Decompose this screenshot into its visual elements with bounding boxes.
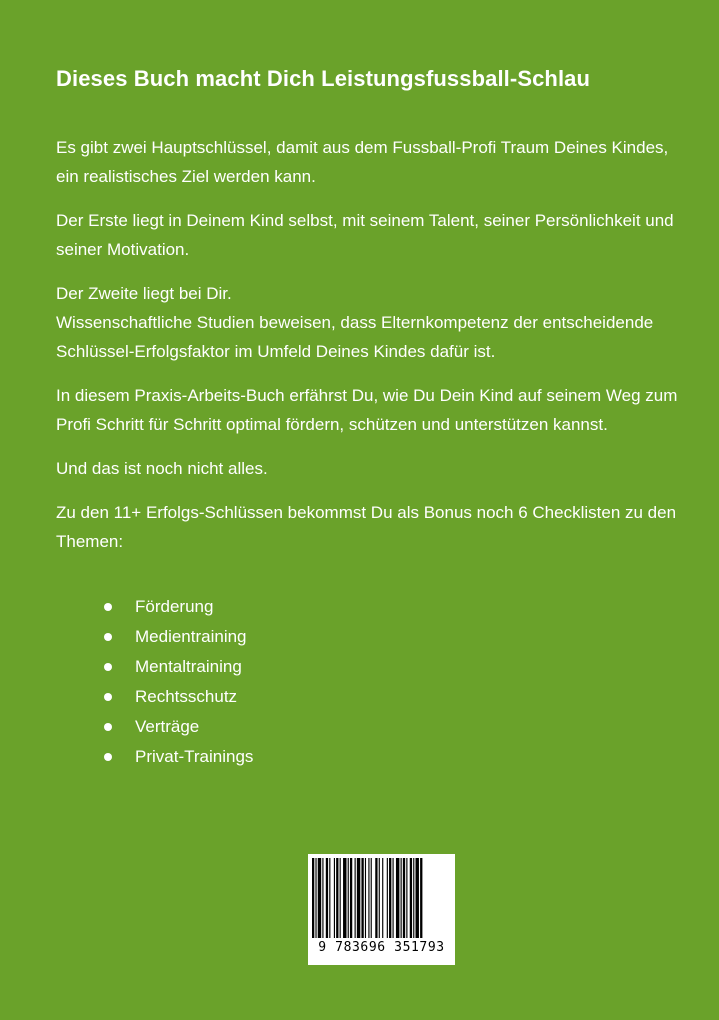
bullet-dot-icon <box>104 753 112 761</box>
list-item-label: Förderung <box>135 597 214 616</box>
list-item-label: Rechtsschutz <box>135 687 238 706</box>
bullet-dot-icon <box>104 693 112 701</box>
list-item-label: Privat-Trainings <box>135 747 254 766</box>
barcode-digits: 9 783696 351793 <box>318 940 445 955</box>
list-item <box>56 622 686 652</box>
paragraph-second-key: Der Zweite liegt bei Dir. <box>56 284 232 303</box>
list-item <box>56 712 686 742</box>
list-item <box>56 742 686 772</box>
isbn-barcode <box>308 854 455 965</box>
checklist-topics <box>56 592 686 772</box>
paragraph-not-all: Und das ist noch nicht alles. <box>56 459 268 478</box>
paragraph-bonus: Zu den 11+ Erfolgs-Schlüssen bekommst Du als Bonus noch 6 Checklisten zu den Themen: <box>56 503 677 551</box>
bullet-dot-icon <box>104 603 112 611</box>
paragraph-workbook: In diesem Praxis-Arbeits-Buch erfährst Du, wie Du Dein Kind auf seinem Weg zum Profi Schritt für Schritt optimal fördern, schützen und unterstützen kannst. <box>56 386 678 434</box>
bullet-dot-icon <box>104 633 112 641</box>
bullet-dot-icon <box>104 663 112 671</box>
list-item-label: Mentaltraining <box>135 657 242 676</box>
bullet-dot-icon <box>104 723 112 731</box>
list-item <box>56 682 686 712</box>
paragraph-two-keys: Es gibt zwei Hauptschlüssel, damit aus dem Fussball-Profi Traum Deines Kindes, ein realistisches Ziel werden kann. <box>56 138 669 186</box>
list-item-label: Medientraining <box>135 627 247 646</box>
list-item <box>56 652 686 682</box>
paragraph-first-key: Der Erste liegt in Deinem Kind selbst, mit seinem Talent, seiner Persönlichkeit und seiner Motivation. <box>56 211 674 259</box>
cover-body-text <box>56 133 686 772</box>
list-item <box>56 592 686 622</box>
paragraph-studies: Wissenschaftliche Studien beweisen, dass Elternkompetenz der entscheidende Schlüssel-Erfolgsfaktor im Umfeld Deines Kindes dafür ist. <box>56 313 654 361</box>
cover-title: Dieses Buch macht Dich Leistungsfussball-Schlau <box>56 66 591 91</box>
list-item-label: Verträge <box>135 717 200 736</box>
